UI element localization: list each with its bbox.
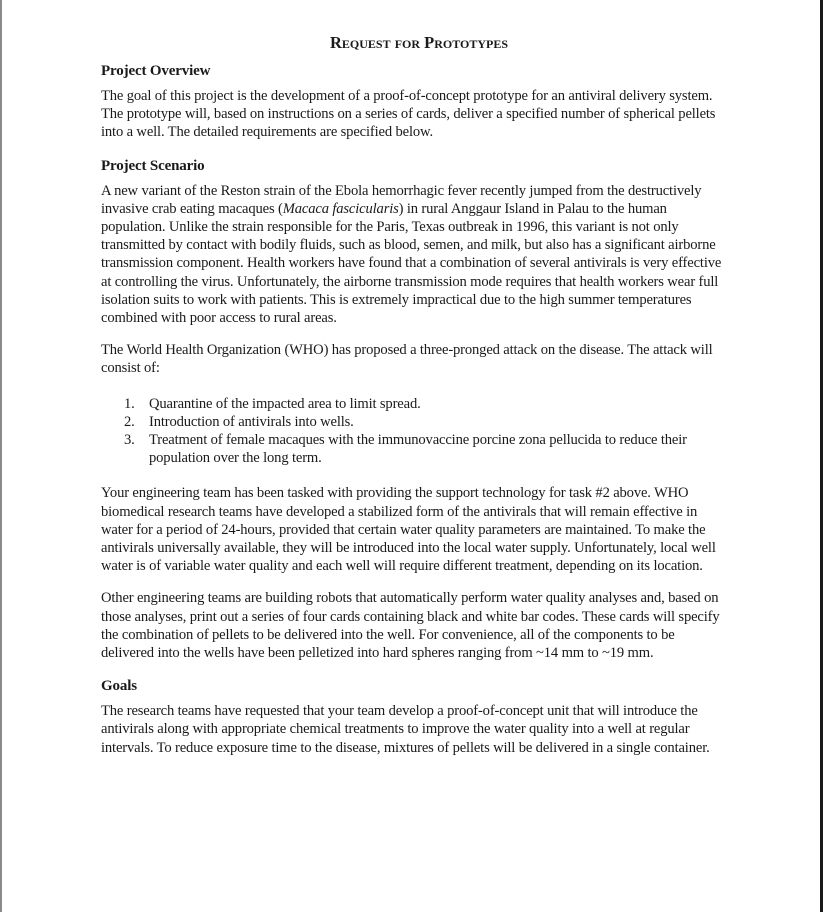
list-item-text: Treatment of female macaques with the immunovaccine porcine zona pellucida to reduce their population over the long term. <box>149 432 687 467</box>
list-item <box>101 395 729 413</box>
list-number: 2. <box>124 413 135 430</box>
section-project-overview <box>101 61 729 142</box>
list-number: 3. <box>124 432 135 449</box>
section-heading: Project Overview <box>101 63 211 79</box>
text-run: ) in rural Anggaur Island in Palau to the human population. Unlike the strain responsible for the Paris, Texas outbreak in 1996, this variant is not only transmitted by contact with bodily fluids, such as blood, semen, and milk, but also has a significant airborne transmission component. Health workers have found that a combination of several antivirals is very effective at controlling the virus. Unfortunately, the airborne transmission mode requires that health workers wear full isolation suits to work with patients. This is extremely impractical due to the high summer temperatures combined with poor access to rural areas. <box>101 200 722 327</box>
paragraph: The goal of this project is the development of a proof-of-concept prototype for an antiviral delivery system. The prototype will, based on instructions on a series of cards, deliver a specified number of spherical pellets into a well. The detailed requirements are specified below. <box>101 88 716 141</box>
list-item <box>101 413 729 431</box>
section-project-scenario <box>101 156 729 663</box>
paragraph: The World Health Organization (WHO) has proposed a three-pronged attack on the disease. The attack will consist of: <box>101 342 713 377</box>
section-goals <box>101 676 729 757</box>
paragraph: Your engineering team has been tasked with providing the support technology for task #2 above. WHO biomedical research teams have developed a stabilized form of the antivirals that will remain effective in water for a period of 24-hours, provided that certain water quality parameters are maintained. To make the antivirals universally available, they will be introduced into the local water supply. Unfortunately, local well water is of variable water quality and each well will require different treatment, depending on its location. <box>101 485 716 575</box>
section-heading: Goals <box>101 678 137 695</box>
document-title: Request for Prototypes <box>329 33 509 52</box>
numbered-list <box>101 395 729 468</box>
list-item-text: Introduction of antivirals into wells. <box>149 413 354 430</box>
list-item <box>101 431 729 467</box>
section-heading: Project Scenario <box>101 157 205 174</box>
document-body <box>101 33 729 771</box>
paragraph: The research teams have requested that your team develop a proof-of-concept unit that will introduce the antivirals along with appropriate chemical treatments to improve the water quality into a well at regular intervals. To reduce exposure time to the disease, mixtures of pellets will be delivered in a single container. <box>101 703 710 756</box>
list-item-text: Quarantine of the impacted area to limit spread. <box>149 395 421 412</box>
species-name: Macaca fascicularis <box>282 200 399 217</box>
text-run: A new variant of the Reston strain of the Ebola hemorrhagic fever recently jumped from the destructively invasive crab eating macaques ( <box>101 182 702 217</box>
paragraph <box>101 182 729 328</box>
paragraph: Other engineering teams are building robots that automatically perform water quality analyses and, based on those analyses, print out a series of four cards containing black and white bar codes. These cards will specify the combination of pellets to be delivered into the well. For convenience, all of the components to be delivered into the wells have been pelletized into hard spheres ranging from ~14 mm to ~19 mm. <box>101 590 720 662</box>
list-number: 1. <box>124 395 135 412</box>
